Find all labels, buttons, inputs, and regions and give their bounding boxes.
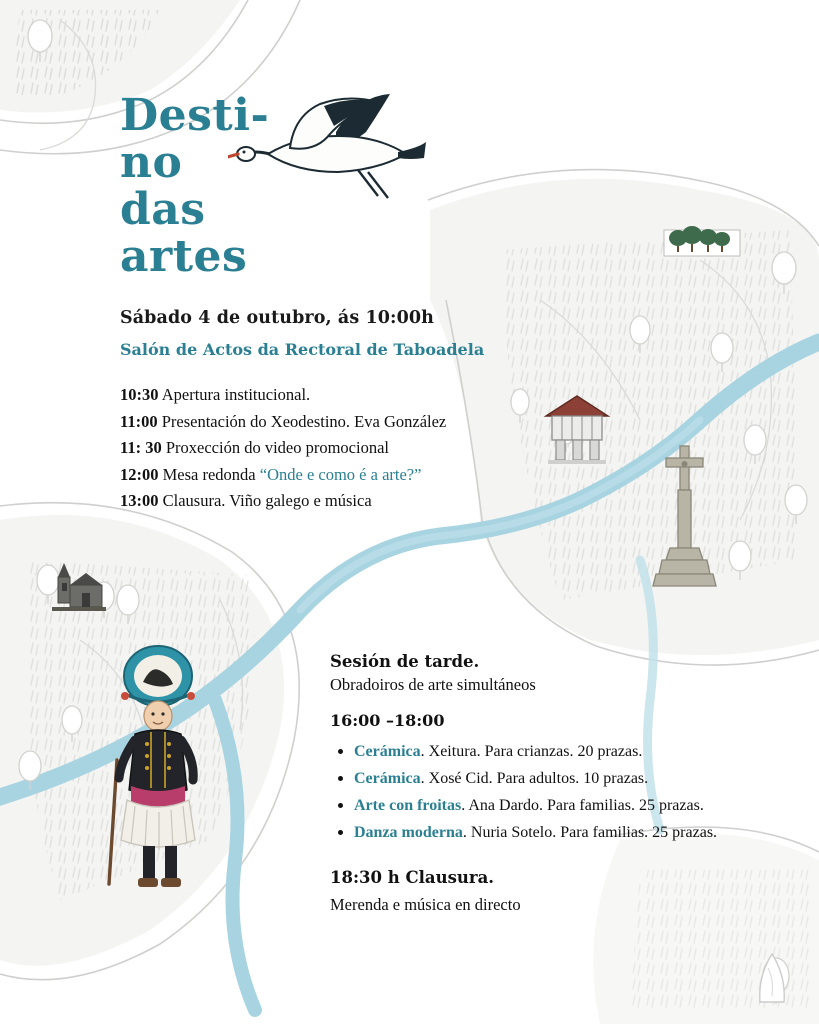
schedule-time: 11: 30 (120, 438, 162, 457)
schedule-time: 13:00 (120, 491, 159, 510)
title-line-4: artes (120, 231, 248, 282)
schedule-item (120, 409, 540, 436)
schedule-time: 10:30 (120, 385, 159, 404)
schedule-item (120, 488, 540, 515)
title-line-2: no (120, 137, 183, 188)
afternoon-session (330, 652, 780, 915)
schedule-time: 11:00 (120, 411, 158, 431)
schedule-text: Clausura. Viño galego e música (162, 491, 372, 510)
workshop-detail: . Nuria Sotelo. Para familias. 25 prazas. (462, 824, 718, 841)
schedule-text: Apertura institucional. (161, 385, 311, 404)
schedule-text: Mesa redonda (162, 464, 260, 484)
list-item (354, 765, 780, 792)
schedule-item (120, 462, 540, 489)
list-item (354, 819, 780, 846)
closing-title: 18:30 h Clausura. (330, 868, 495, 887)
afternoon-title: Sesión de tarde. (330, 652, 480, 671)
workshop-list (330, 738, 780, 846)
closing-block (330, 868, 780, 915)
afternoon-subtitle: Obradoiros de arte simultáneos (330, 675, 536, 694)
list-item (354, 738, 780, 765)
schedule-text: Presentación do Xeodestino. Eva González (161, 411, 447, 431)
afternoon-time-range: 16:00 –18:00 (330, 711, 445, 730)
schedule-item (120, 435, 540, 462)
list-item (354, 792, 780, 819)
title-line-1: Desti- (120, 90, 270, 141)
morning-schedule (120, 382, 540, 515)
schedule-time: 12:00 (120, 464, 159, 484)
workshop-detail: . Xosé Cid. Para adultos. 10 prazas. (420, 770, 649, 787)
title-line-3: das (120, 184, 206, 235)
schedule-text: Proxección do video promocional (165, 438, 389, 457)
schedule-item (120, 382, 540, 409)
workshop-name: Cerámica (354, 743, 421, 760)
workshop-detail: . Ana Dardo. Para familias. 25 prazas. (461, 797, 704, 814)
workshop-name: Cerámica (354, 770, 421, 787)
workshop-detail: . Xeitura. Para crianzas. 20 prazas. (420, 743, 643, 760)
poster-title (120, 92, 420, 280)
workshop-name: Arte con froitas (354, 797, 462, 814)
workshop-name: Danza moderna (354, 824, 463, 841)
event-date: Sábado 4 de outubro, ás 10:00h (120, 308, 434, 328)
closing-subtitle: Merenda e música en directo (330, 895, 521, 914)
event-venue: Salón de Actos da Rectoral de Taboadela (120, 340, 485, 359)
schedule-quote: “Onde e como é a arte?” (259, 464, 422, 484)
